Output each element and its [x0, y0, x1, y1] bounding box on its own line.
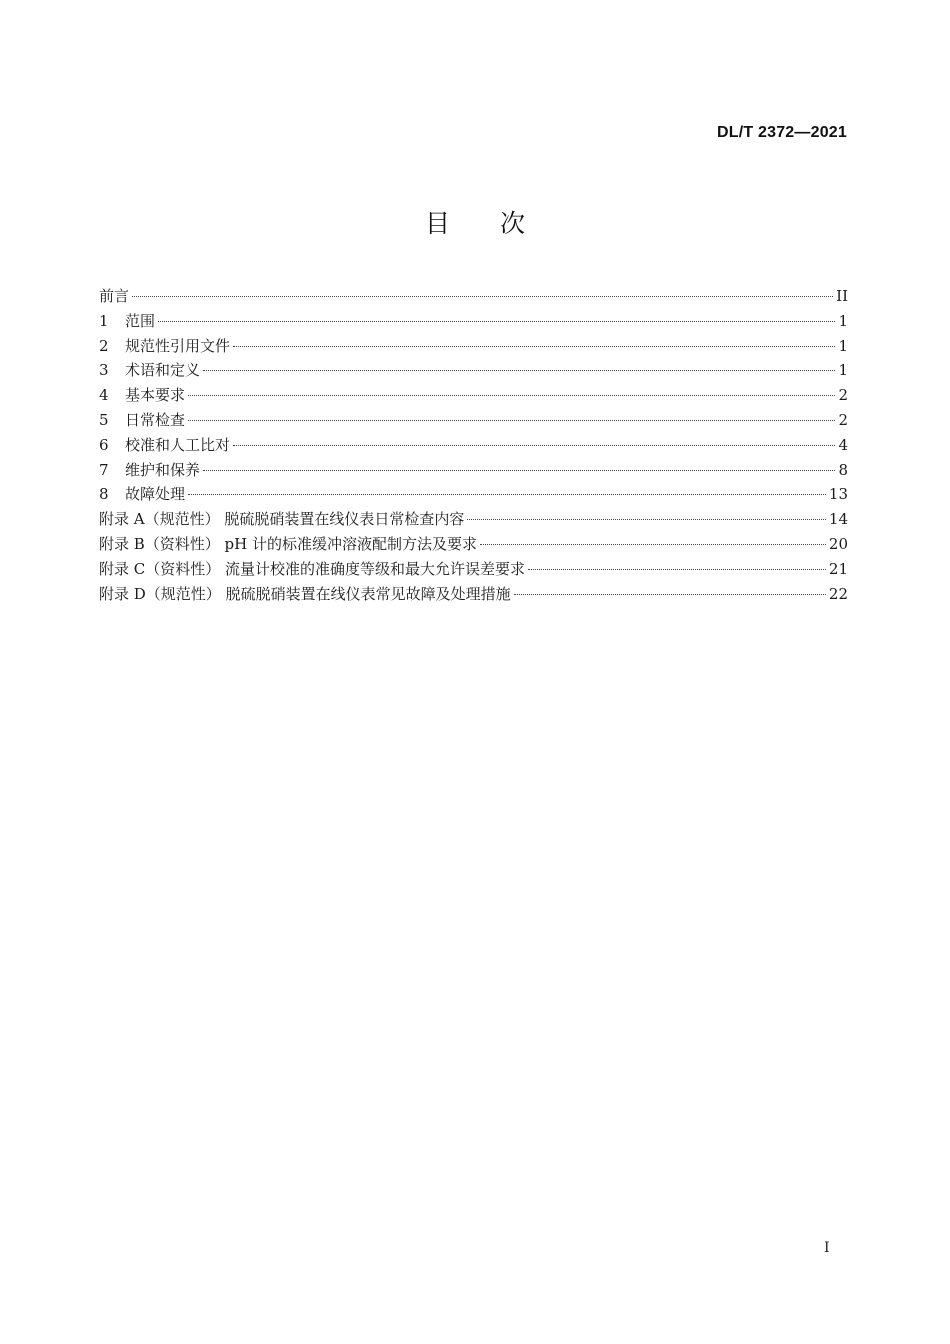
toc-leader-dots — [188, 494, 826, 495]
toc-entry-title: 附录 D（规范性） 脱硫脱硝装置在线仪表常见故障及处理措施 — [99, 584, 511, 603]
toc-entry-title: 规范性引用文件 — [125, 336, 231, 355]
toc-entry-page: 8 — [838, 460, 848, 479]
toc-entry-number: 3 — [99, 361, 109, 380]
toc-entry-3[interactable] — [99, 358, 848, 383]
toc-entry-6[interactable] — [99, 433, 848, 458]
toc-entry-title: 基本要求 — [125, 386, 186, 405]
toc-entry-page: 2 — [838, 410, 848, 429]
standard-code: DL/T 2372—2021 — [717, 124, 847, 141]
toc-entry-title: 附录 C（资料性） 流量计校准的准确度等级和最大允许误差要求 — [99, 559, 526, 578]
toc-entry-2[interactable] — [99, 334, 848, 359]
toc-entry-number: 1 — [99, 311, 109, 330]
toc-entry-page: 14 — [828, 510, 848, 529]
toc-entry-appendix-a[interactable] — [99, 507, 848, 532]
toc-entry-number: 2 — [99, 336, 109, 355]
toc-entry-number: 7 — [99, 460, 109, 479]
toc-entry-1[interactable] — [99, 309, 848, 334]
footer-page-number: I — [824, 1240, 830, 1256]
toc-entry-page: 1 — [838, 361, 848, 380]
toc-leader-dots — [480, 544, 826, 545]
toc-entry-title: 范围 — [125, 311, 156, 330]
toc-entry-page: 21 — [828, 559, 848, 578]
toc-entry-8[interactable] — [99, 482, 848, 507]
toc-entry-page: 22 — [828, 584, 848, 603]
toc-entry-title: 术语和定义 — [125, 361, 201, 380]
toc-entry-title: 日常检查 — [125, 410, 186, 429]
toc-entry-foreword[interactable] — [99, 284, 848, 309]
toc-entry-page: 4 — [838, 435, 848, 454]
toc-entry-5[interactable] — [99, 408, 848, 433]
toc-entry-title: 维护和保养 — [125, 460, 201, 479]
toc-leader-dots — [233, 445, 835, 446]
toc-leader-dots — [188, 420, 835, 421]
toc-entry-number: 5 — [99, 410, 109, 429]
table-of-contents — [99, 284, 848, 606]
toc-leader-dots — [203, 470, 835, 471]
toc-entry-page: 13 — [828, 485, 848, 504]
toc-entry-title: 附录 A（规范性） 脱硫脱硝装置在线仪表日常检查内容 — [99, 510, 465, 529]
toc-entry-page: 1 — [838, 336, 848, 355]
toc-entry-4[interactable] — [99, 383, 848, 408]
toc-leader-dots — [528, 569, 826, 570]
toc-entry-appendix-b[interactable] — [99, 532, 848, 557]
toc-entry-number: 4 — [99, 386, 109, 405]
toc-leader-dots — [233, 346, 835, 347]
toc-entry-title: 校准和人工比对 — [125, 435, 231, 454]
toc-entry-number: 8 — [99, 485, 109, 504]
toc-entry-7[interactable] — [99, 458, 848, 483]
toc-leader-dots — [467, 519, 826, 520]
toc-leader-dots — [188, 395, 835, 396]
toc-entry-appendix-d[interactable] — [99, 582, 848, 607]
toc-entry-page: 1 — [838, 311, 848, 330]
toc-leader-dots — [158, 321, 835, 322]
toc-leader-dots — [514, 594, 826, 595]
toc-leader-dots — [132, 296, 833, 297]
toc-entry-title: 附录 B（资料性） pH 计的标准缓冲溶液配制方法及要求 — [99, 534, 478, 553]
toc-entry-number: 6 — [99, 435, 109, 454]
toc-entry-page: 2 — [838, 386, 848, 405]
toc-leader-dots — [203, 370, 835, 371]
toc-entry-page: 20 — [828, 534, 848, 553]
toc-entry-appendix-c[interactable] — [99, 557, 848, 582]
page-title: 目次 — [424, 209, 575, 238]
toc-entry-title: 故障处理 — [125, 485, 186, 504]
toc-entry-title: 前言 — [99, 287, 130, 305]
toc-entry-page: II — [836, 287, 848, 305]
